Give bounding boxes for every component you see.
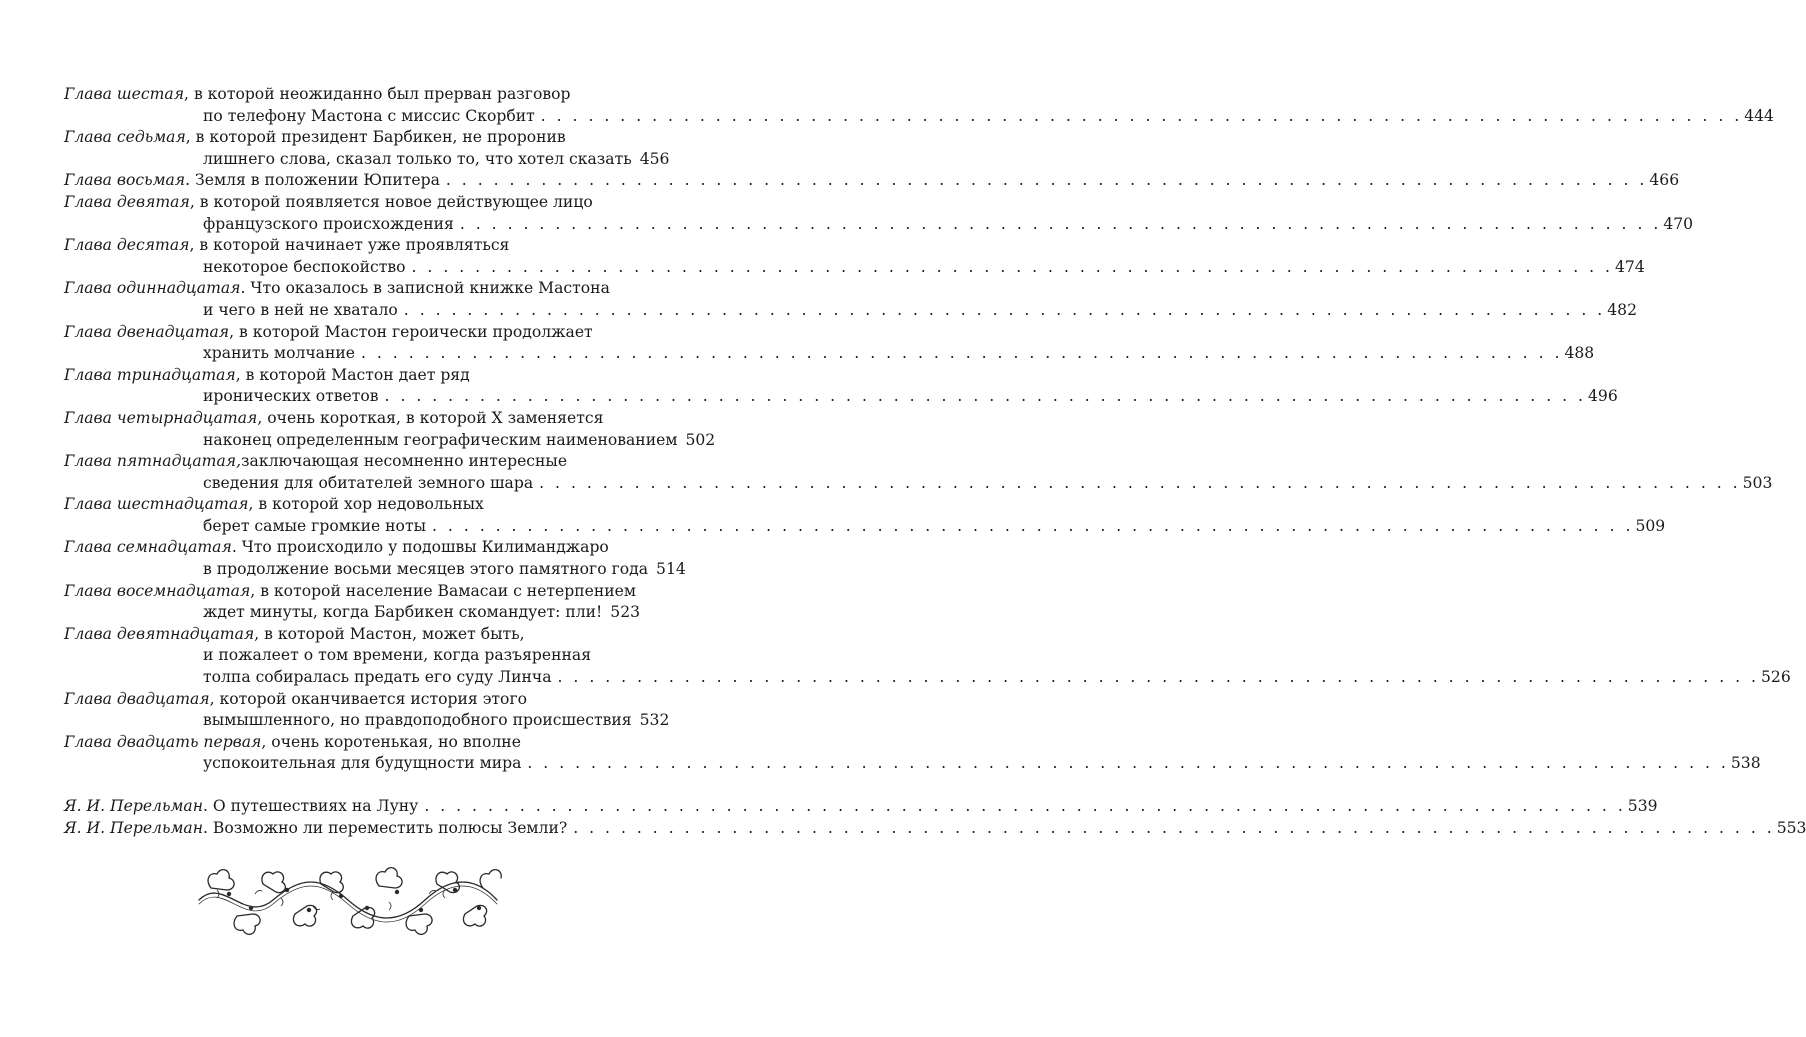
page-number: 482 — [1607, 300, 1638, 319]
page-number: 470 — [1663, 214, 1694, 233]
entry-text: , в которой неожиданно был прерван разговор — [184, 85, 571, 103]
chapter-title: Глава двадцать первая — [64, 732, 262, 751]
toc-entry — [64, 235, 1645, 278]
chapter-title: Глава одиннадцатая — [64, 279, 241, 298]
chapter-title: Глава шестнадцатая — [64, 495, 249, 514]
dot-leader: . . . . . . . . . . . . . . . . . . . . . . . . . . . . . . . . . . . . . . . . . . . . . . . . . . . . . . . . . . . . . . . . . . . . . . . . . . . . — [424, 797, 1626, 815]
entry-text: французского происхождения — [203, 214, 454, 233]
entry-first-line — [64, 624, 629, 646]
page-number: 456 — [639, 149, 670, 168]
appendix-entry — [64, 796, 1658, 818]
toc-entry — [64, 278, 1638, 321]
entry-first-line — [64, 689, 629, 711]
entry-continuation-line — [64, 667, 1791, 689]
entry-continuation-line — [64, 257, 1645, 279]
appendix-title: . Возможно ли переместить полюсы Земли? — [202, 818, 568, 837]
entry-first-line — [64, 365, 629, 387]
chapter-title: Глава двадцатая — [64, 689, 210, 708]
toc-entry — [64, 689, 670, 732]
floral-vine-ornament-icon — [193, 858, 503, 942]
entry-text: , в которой появляется новое действующее лицо — [189, 192, 593, 211]
entry-text: сведения для обитателей земного шара — [203, 473, 534, 492]
entry-text: ждет минуты, когда Барбикен скомандует: пли! — [203, 603, 603, 622]
toc-entry — [64, 322, 1595, 365]
page-number: 539 — [1627, 797, 1658, 815]
dot-leader: . . . . . . . . . . . . . . . . . . . . . . . . . . . . . . . . . . . . . . . . . . . . . . . . . . . . . . . . . . . . . . . . . . . . . . . . . . . . — [540, 106, 1743, 125]
entry-text: некоторое беспокойство — [203, 257, 406, 276]
entry-continuation-line — [64, 343, 1595, 365]
entry-continuation-line — [64, 473, 1773, 495]
entry-text: толпа собиралась предать его суду Линча — [203, 668, 552, 687]
dot-leader: . . . . . . . . . . . . . . . . . . . . . . . . . . . . . . . . . . . . . . . . . . . . . . . . . . . . . . . . . . . . . . . . . . . . . . . . . . . . — [403, 300, 1606, 319]
entry-text: лишнего слова, сказал только то, что хотел сказать — [203, 149, 632, 168]
entry-first-line — [64, 494, 629, 516]
toc-entry — [64, 127, 670, 170]
entry-text: заключающая несомненно интересные — [241, 452, 568, 471]
dot-leader: . . . . . . . . . . . . . . . . . . . . . . . . . . . . . . . . . . . . . . . . . . . . . . . . . . . . . . . . . . . . . . . . . . . . . . . . . . . . — [573, 818, 1775, 837]
chapter-title: Глава двенадцатая — [64, 322, 230, 341]
entry-continuation-line — [64, 559, 686, 581]
chapter-title: Глава седьмая — [64, 128, 186, 147]
entry-text: , в которой начинает уже проявляться — [189, 236, 510, 255]
entry-continuation-line — [64, 710, 670, 732]
page-number: 532 — [639, 711, 670, 730]
toc-entry — [64, 581, 641, 624]
entry-text: , в которой Мастон героически продолжает — [229, 322, 593, 341]
entry-first-line — [64, 235, 629, 257]
dot-leader: . . . . . . . . . . . . . . . . . . . . . . . . . . . . . . . . . . . . . . . . . . . . . . . . . . . . . . . . . . . . . . . . . . . . . . . . . . . . — [557, 668, 1759, 687]
section-gap — [64, 775, 629, 796]
dot-leader: . . . . . . . . . . . . . . . . . . . . . . . . . . . . . . . . . . . . . . . . . . . . . . . . . . . . . . . . . . . . . . . . . . . . . . . . . . . . — [431, 516, 1634, 535]
entry-continuation-line — [64, 149, 670, 171]
entry-text: хранить молчание — [203, 344, 355, 363]
toc-entry — [64, 192, 1694, 235]
entry-first-line — [64, 127, 629, 149]
dot-leader: . . . . . . . . . . . . . . . . . . . . . . . . . . . . . . . . . . . . . . . . . . . . . . . . . . . . . . . . . . . . . . . . . . . . . . . . . . . . — [411, 257, 1613, 276]
chapter-title: Глава тринадцатая — [64, 365, 236, 384]
entry-continuation-line — [64, 430, 716, 452]
chapter-title: Глава пятнадцатая, — [64, 452, 242, 471]
entry-first-line — [64, 581, 637, 603]
entry-text: , очень короткая, в которой X заменяется — [257, 408, 604, 427]
page-number: 509 — [1635, 516, 1666, 535]
entry-continuation-line — [64, 516, 1666, 538]
entry-text: , в которой хор недовольных — [248, 495, 484, 514]
toc-entry — [64, 451, 1773, 494]
entry-continuation-line — [64, 602, 641, 624]
page-number: 526 — [1760, 668, 1791, 687]
dot-leader: . . . . . . . . . . . . . . . . . . . . . . . . . . . . . . . . . . . . . . . . . . . . . . . . . . . . . . . . . . . . . . . . . . . . . . . . . . . . — [539, 473, 1741, 492]
entry-continuation-line — [64, 214, 1694, 236]
entry-text: , в которой Мастон, может быть, — [254, 624, 525, 643]
entry-text: иронических ответов — [203, 387, 379, 406]
page-number: 553 — [1776, 818, 1806, 837]
entry-text: и чего в ней не хватало — [203, 300, 398, 319]
entry-text: по телефону Мастона с миссис Скорбит — [203, 106, 535, 125]
entry-text: , очень коротенькая, но вполне — [261, 732, 521, 751]
entry-continuation-line — [64, 386, 1618, 408]
toc-entry — [64, 494, 1666, 537]
dot-leader: . . . . . . . . . . . . . . . . . . . . . . . . . . . . . . . . . . . . . . . . . . . . . . . . . . . . . . . . . . . . . . . . . . . . . . . . . . . . — [360, 344, 1563, 363]
entry-first-line — [64, 408, 629, 430]
toc-entry — [64, 408, 716, 451]
entry-first-line — [64, 732, 629, 754]
appendix-title: . О путешествиях на Луну — [202, 797, 419, 815]
entry-text: вымышленного, но правдоподобного происшествия — [203, 711, 632, 730]
chapter-title: Глава девятая — [64, 192, 190, 211]
entry-text: . Земля в положении Юпитера — [185, 171, 440, 190]
chapter-title: Глава девятнадцатая — [64, 624, 255, 643]
chapter-title: Глава шестая — [64, 85, 185, 103]
entry-text: , которой оканчивается история этого — [209, 689, 527, 708]
entry-first-line — [64, 278, 629, 300]
page-number: 514 — [656, 560, 686, 579]
toc-entry — [64, 537, 686, 580]
page-number: 523 — [610, 603, 641, 622]
entry-text: . Что происходило у подошвы Килиманджаро — [231, 538, 609, 557]
page-number: 488 — [1564, 344, 1595, 363]
dot-leader: . . . . . . . . . . . . . . . . . . . . . . . . . . . . . . . . . . . . . . . . . . . . . . . . . . . . . . . . . . . . . . . . . . . . . . . . . . . . — [459, 214, 1662, 233]
chapter-title: Глава семнадцатая — [64, 538, 232, 557]
entry-text: , в которой Мастон дает ряд — [235, 365, 470, 384]
page-number: 444 — [1744, 106, 1774, 125]
appendix-list — [64, 796, 1806, 839]
entry-text: берет самые громкие ноты — [203, 516, 426, 535]
table-of-contents — [64, 84, 1806, 839]
dot-leader: . . . . . . . . . . . . . . . . . . . . . . . . . . . . . . . . . . . . . . . . . . . . . . . . . . . . . . . . . . . . . . . . . . . . . . . . . . . . — [384, 387, 1587, 406]
author-name: Я. И. Перельман — [64, 797, 203, 815]
entry-text: , в которой президент Барбикен, не проронив — [185, 128, 566, 147]
appendix-entry — [64, 818, 1806, 840]
entry-text: и пожалеет о том времени, когда разъяренная — [203, 646, 592, 665]
entry-text: в продолжение восьми месяцев этого памятного года — [203, 560, 649, 579]
entry-text: наконец определенным географическим наименованием — [203, 430, 678, 449]
entry-first-line — [64, 84, 629, 106]
toc-entry — [64, 84, 1774, 127]
dot-leader: . . . . . . . . . . . . . . . . . . . . . . . . . . . . . . . . . . . . . . . . . . . . . . . . . . . . . . . . . . . . . . . . . . . . . . . . . . . . — [445, 171, 1648, 190]
entry-continuation-line — [64, 106, 1774, 128]
page-number: 474 — [1615, 257, 1645, 276]
entry-first-line — [64, 451, 629, 473]
page-number: 496 — [1588, 387, 1618, 406]
dot-leader: . . . . . . . . . . . . . . . . . . . . . . . . . . . . . . . . . . . . . . . . . . . . . . . . . . . . . . . . . . . . . . . . . . . . . . . . . . . . — [527, 754, 1729, 773]
chapter-title: Глава восьмая — [64, 171, 186, 190]
chapter-list — [64, 84, 1791, 775]
entry-text: , в которой население Вамасаи с нетерпением — [250, 581, 637, 600]
page-number: 502 — [685, 430, 716, 449]
author-name: Я. И. Перельман — [64, 818, 203, 837]
page-number: 503 — [1742, 473, 1773, 492]
toc-entry — [64, 624, 1791, 689]
entry-text: . Что оказалось в записной книжке Мастона — [240, 279, 610, 298]
entry-continuation-line — [64, 753, 1761, 775]
chapter-title: Глава восемнадцатая — [64, 581, 251, 600]
entry-continuation-line — [64, 645, 629, 667]
toc-entry — [64, 365, 1618, 408]
chapter-title: Глава четырнадцатая — [64, 408, 258, 427]
entry-first-line — [64, 170, 1680, 192]
entry-first-line — [64, 537, 629, 559]
entry-first-line — [64, 192, 629, 214]
toc-entry — [64, 732, 1761, 775]
page-number: 538 — [1730, 754, 1761, 773]
chapter-title: Глава десятая — [64, 236, 190, 255]
page-number: 466 — [1649, 171, 1680, 190]
entry-continuation-line — [64, 300, 1638, 322]
entry-first-line — [64, 322, 629, 344]
toc-entry — [64, 170, 1680, 192]
entry-text: успокоительная для будущности мира — [203, 754, 522, 773]
